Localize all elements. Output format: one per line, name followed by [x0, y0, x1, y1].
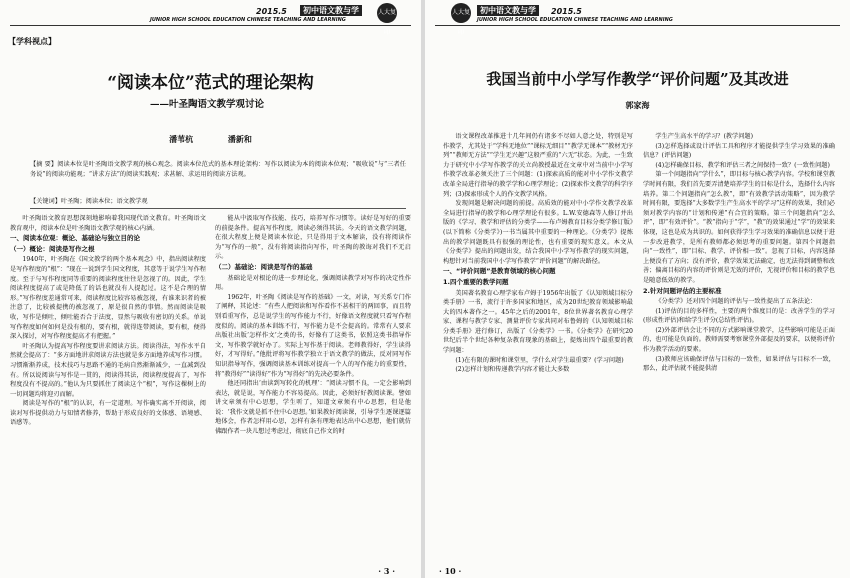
page-number: · 3 ·	[378, 566, 395, 576]
author-name: 潘新和	[227, 134, 252, 144]
text-column-2	[215, 214, 411, 564]
abstract-rule	[30, 208, 406, 209]
article-title: 我国当前中小学写作教学“评价问题”及其改进	[486, 70, 789, 88]
paragraph: (1)评估的目的多样性，主要的两个维度目的是：改善学生的学习(形成性评估)和给学生评分(总结性评估)。	[643, 307, 835, 325]
right-page	[425, 0, 850, 578]
paragraph: 《分类学》还对四个问题的评估与一致性提出了五条法论：	[655, 298, 817, 306]
section-heading: 一、阅读本位观：概论、基础论与独立目的论	[10, 234, 140, 243]
paragraph: 美国著名教育心理学家布卢姆于1956年出版了《认知领域目标分类手册》一书，流行于许多国家和地区，成为20世纪教育领域影响最大的四本著作之一。45年之后的2001年，8位世界著名教育心理学家、课程与教学专家、测量评价专家共同对布鲁姆的《认知领域目标分类手册》进行修订，出版了《分类学》一书。《分类学》在研究20世纪后半个世纪各种复杂教育现象的基础上，提炼出四个最重要的教学问题：	[443, 289, 633, 355]
paragraph: 叶圣陶认为提高写作程度要讲求阅读方法。阅读得法，写作水平自然就会提高了：“多方面地讲求阅读方法也就是多方面地养成写作习惯。习惯渐渐养成，技术技巧与思路不通的毛病自然渐渐减少，一直减到没有。所以说阅读与写作是一贯的，阅读得其法，阅读程度提高了，写作程度没有不提高的。”他认为只要抓住了阅读这个“根”，写作这棵树上的一切问题均将迎刃而解。	[10, 342, 206, 398]
paragraph: 他还同指出‘由读到写转化的机理’：“阅读习惯不良，一定会影响到表达，就是说，写作能力不容易提高。因此，必须好好教阅读课。譬如讲文章须有中心思想，学生听了，知道文章须有中心思想，但是他说：‘我作文就是抓不住中心思想。’如果教好阅读课，引导学生逐课逐篇地体会，作者怎样用心思，怎样有条有理地表达出中心思想，他们就仿佛跟作者一块儿想过考虑过，彻底自己作文的时	[215, 380, 411, 436]
paragraph: (3)怎样选择或设计评估工具和程序才能提供学生学习效果的准确信息？(评估问题)	[643, 142, 835, 160]
header-rule	[10, 25, 411, 26]
paragraph: (4)怎样确保目标、教学和评估三者之间保持一致？(一致性问题)	[655, 161, 830, 169]
abstract: 【摘 要】阅读本位是叶圣陶语文教学观的核心观念。阅读本位范式的基本理论架构：写作以阅读为本的阅读本位观；“吸收说”与“三者任务说”的阅读功能观；“讲求方法”的阅读实践观；求甚解、求运用的阅读方法观。	[30, 161, 406, 178]
journal-logo-icon: 人大复印	[451, 3, 471, 23]
paragraph: 第一个问题指向“学什么”，即目标与核心教学内容。学校和课堂教学时间有限，我们首先要弄清楚培养学生的目标是什么，选择什么内容培养。第二个问题指向“怎么教”，即“有效教学活动策略”，因为教学时间有限，要选择“大多数学生产生高水平的学习”这样的效果，我们必须对教学内容的“计划和传递”有合宜的策略。第三个问题指向“怎么评”，即“有效评价”。“教”指向于“学”，“教”的效果通过“学”的效果来体现，这也是成为共识的。如何获得学生学习效果的准确信息以便于进一步改进教学，是所有教师都必须思考的重要问题。第四个问题指向“一致性”，即“目标、教学、评价相一致”。忽视了目标，内容选择上便没有了方向；没有评价，教学效果无法确定，也无法得到调整和改善；偏离目标的内容的评价则是无效的评价，无视评价和目标的教学也是随意低效的教学。	[643, 171, 835, 284]
section-heading: 一、“评价问题”是教育领域的核心问题	[443, 267, 556, 276]
journal-logo-icon: 人大复印	[377, 3, 397, 23]
paragraph: (3)教师应该确保评估与目标的一致性，如果评估与目标不一致，那么，此评估就不能提供清	[643, 355, 835, 373]
author-name: 郭家海	[625, 100, 650, 110]
journal-name: 初中语文教与学	[477, 5, 539, 16]
journal-english-name: JUNIOR HIGH SCHOOL EDUCATION CHINESE TEACHING AND LEARNING	[477, 17, 673, 23]
paragraph: 1962年，叶圣陶《阅读是写作的基础》一文，对读，写关系专门作了阐释，其论述：“有些人把阅读和写作看作不甚相干的两回事，而且特别看重写作，总是说学生的写作能力不行，好像语文程度就只看写作程度似的。阅读的基本训练不行，写作能力是不会提高的。常常有人要求出版社出版‘怎样作文’之类的书，好像有了这类书，依照这类书指导作文，写作教学就好办了。实际上写作基于阅读。老师教得好，学生读得好，才写得好。”他批评将写作教学独立于语文教学的做法，反对同写作知识指导写作，强调阅读基本训练对提高一个人的写作能力的重要性，将“教得好”“读得好”作为“写得好”的先决必要条件。	[215, 293, 411, 378]
keywords: 【关键词】叶圣陶；阅读本位；语文教学观	[30, 198, 148, 205]
subsection-heading: 1.四个重要的教学问题	[443, 277, 509, 286]
paragraph: (1)在有限的课时和课堂里，学什么对学生最重要？(学习问题)	[455, 356, 624, 364]
paragraph: 能从中汲取写作技能、技巧，培养写作习惯等。读好是写好的重要的前提条件。提高写作程度，阅读必须得其法。今天的语文教学问题，在很大程度上便是阅读本位论，只是得用于文本解读，没有将阅读作为“写作的一般”，没有将阅读指向写作，叶圣陶的教诲对我们不无启示。	[215, 215, 411, 261]
journal-english-name: JUNIOR HIGH SCHOOL EDUCATION CHINESE TEACHING AND LEARNING	[150, 17, 346, 23]
paragraph: 语文课程改革推进十几年间仍有诸多不尽如人意之处，特别是写作教学，尤其处于“学科无地位”“课标无细目”“教学无课本”“教材无序列”“教师无方法”“学生无兴趣”这般严重的“六无”状态。为此，一生致力于研究中小学写作教学的关立尚教授最近在文章中对当前中小学写作教学改革必须关注了三个问题：(1)探索高质的能对中小学作文教学改革全局进行指导的教学学和心理学理论；(2)探索作文教学的科学序列；(3)探索形成个人的作文教学风格。	[443, 133, 633, 198]
text-column-2	[643, 132, 835, 564]
journal-name: 初中语文教与学	[300, 5, 362, 16]
article-subtitle: ——叶圣陶语文教学观讨论	[150, 99, 265, 110]
text-column-1	[10, 214, 206, 564]
subsection-heading: （一）概论：阅读是写作之根	[10, 244, 95, 253]
paragraph: 发现问题是解决问题的前提。高质效的能对中小学作文教学改革全局进行指导的教学和心理学理论有很多。L.W.安德森等人修订并出版的《学习、教学和评估的分类学——布卢姆教育目标分类学修订版》(以下简称《分类学》)一书当属其中重要的一种理论。《分类学》提炼出的教学问题既具有很强的理论性，也有重要的现实意义。本文从《分类学》提出的问题出发，结合我国中小学写作教学的现实问题，构想针对当前我国中小学写作教学“评价问题”的解决路径。	[443, 200, 633, 265]
authors	[0, 134, 421, 145]
subsection-heading: 2.针对问题评估的主要标准	[643, 286, 722, 295]
text-column-1	[443, 132, 633, 564]
paragraph: 阅读是写作的“根”的认识，有一定道理。写作确实离不开阅读，阅读对写作提供动力与知情者修养，帮助于形成良好的文体感、语境感、语感等。	[10, 400, 206, 427]
paragraph: 学生产生高水平的学习？(教学问题)	[655, 133, 754, 140]
paragraph: 1940年，叶圣陶在《国文教学的两个基本观念》中，指出阅读程度是写作程度的“根”：“现在一说到学生国文程度，其意等于说学生写作程度。至于与写作程度同等重要的阅读程度往往是忽视了的。因此，学生阅读程度提高了或是降低了的话也就没有人提起过。这不是合理的情形。”写作程度差通常可来，阅读程度比较容易被忽视，有谁来识者的被注意了，比较被提携的被忽视了，原是很自然的事情。然而阅读是吸收，写作是倾吐，倾吐能否合于法度，显然与吸收有密切的关系。单说写作程度如何如何是没有根的，要有根，就得连带阅读，要有根，便得深入探讨，对写作程度提高才有把握。”	[10, 256, 206, 341]
issue-number: 2015.5	[551, 7, 582, 16]
page-number: · 10 ·	[439, 566, 462, 576]
header-rule	[435, 25, 840, 26]
left-page	[0, 0, 421, 578]
article-title: “阅读本位”范式的理论架构	[107, 73, 314, 93]
author-name: 潘苇杭	[169, 134, 194, 144]
paragraph: 叶圣陶语文教育思想深刻地影响着我国现代语文教育。叶圣陶语文教育观中，阅读本位是叶圣陶语文教学观的核心内涵。	[10, 215, 206, 232]
paragraph: 基础论是对根论的进一步理论化，强调阅读教学对写作的决定性作用。	[215, 274, 411, 292]
paragraph: (2)外部评估会让不同的方式影响课堂教学，这些影响可能是正面的，也可能是负面的。教师需要考察课堂外部提及的要求，以便将评价作为教学活动的要素。	[643, 326, 835, 354]
subsection-heading: （二）基础论：阅读是写作的基础	[215, 262, 313, 271]
issue-number: 2015.5	[256, 7, 287, 16]
paragraph: (2)怎样计划和传递教学内容才能让大多数	[455, 366, 570, 374]
section-tag: 【学科视点】	[8, 37, 56, 46]
